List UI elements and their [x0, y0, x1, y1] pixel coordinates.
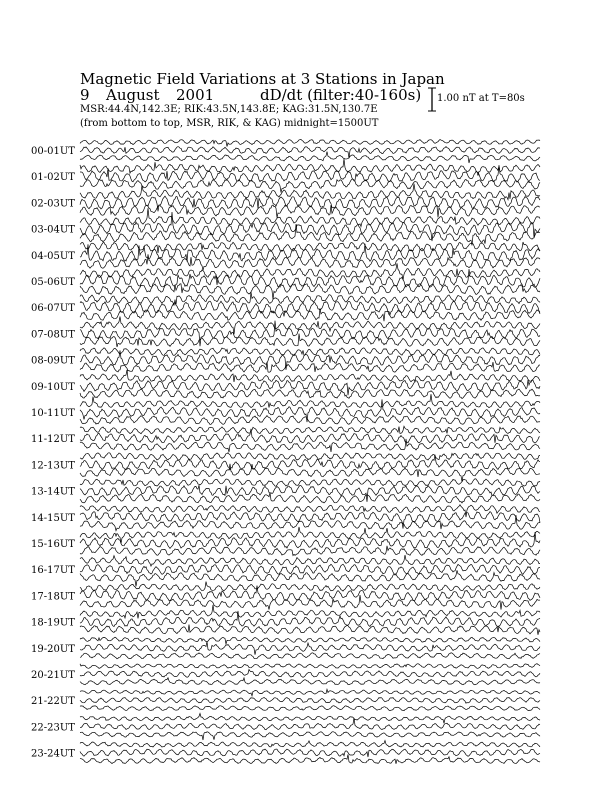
trace-KAG-23-24UT	[80, 741, 540, 748]
trace-MSR-09-10UT	[80, 389, 540, 399]
hour-label-22-23UT: 22-23UT	[31, 722, 75, 734]
scale-bar-label: 1.00 nT at T=80s	[437, 93, 525, 104]
hour-label-05-06UT: 05-06UT	[31, 277, 75, 288]
trace-MSR-04-05UT	[80, 254, 540, 270]
hour-label-06-07UT: 06-07UT	[31, 303, 75, 315]
hour-label-19-20UT: 19-20UT	[31, 643, 75, 655]
trace-RIK-09-10UT	[80, 380, 540, 395]
trace-KAG-15-16UT	[80, 527, 540, 544]
trace-KAG-08-09UT	[80, 348, 540, 356]
hour-label-18-19UT: 18-19UT	[31, 617, 75, 629]
hour-label-13-14UT: 13-14UT	[31, 486, 75, 498]
trace-order-note: (from bottom to top, MSR, RIK, & KAG) midnight=1500UT	[80, 118, 379, 129]
hour-label-11-12UT: 11-12UT	[31, 434, 75, 446]
date-month: August	[106, 86, 160, 104]
hour-label-14-15UT: 14-15UT	[31, 512, 75, 524]
trace-KAG-22-23UT	[80, 713, 540, 723]
trace-MSR-10-11UT	[80, 416, 540, 425]
trace-KAG-17-18UT	[80, 582, 540, 592]
hour-label-02-03UT: 02-03UT	[31, 198, 75, 210]
trace-KAG-07-08UT	[80, 317, 540, 335]
station-coordinates: MSR:44.4N,142.3E; RIK:43.5N,143.8E; KAG:31.5N,130.7E	[80, 104, 378, 115]
trace-MSR-03-04UT	[80, 224, 540, 245]
hour-label-07-08UT: 07-08UT	[31, 329, 75, 341]
trace-KAG-01-02UT	[80, 159, 540, 176]
date-day: 9	[80, 86, 90, 104]
hour-label-16-17UT: 16-17UT	[31, 565, 75, 577]
trace-RIK-02-03UT	[80, 196, 540, 211]
trace-RIK-00-01UT	[80, 147, 540, 159]
hour-label-09-10UT: 09-10UT	[31, 381, 75, 393]
trace-KAG-19-20UT	[80, 637, 540, 644]
hour-label-10-11UT: 10-11UT	[31, 408, 75, 419]
trace-MSR-19-20UT	[80, 653, 540, 659]
trace-RIK-07-08UT	[80, 321, 540, 347]
trace-RIK-14-15UT	[80, 512, 540, 529]
trace-KAG-13-14UT	[80, 479, 540, 487]
trace-MSR-07-08UT	[80, 334, 540, 347]
trace-MSR-01-02UT	[80, 179, 540, 192]
trace-KAG-11-12UT	[80, 426, 540, 433]
hour-label-15-16UT: 15-16UT	[31, 539, 75, 550]
trace-MSR-22-23UT	[80, 732, 540, 740]
trace-RIK-17-18UT	[80, 586, 540, 601]
trace-MSR-21-22UT	[80, 706, 540, 711]
trace-RIK-18-19UT	[80, 611, 540, 632]
trace-MSR-14-15UT	[80, 515, 540, 531]
hour-label-08-09UT: 08-09UT	[31, 355, 75, 367]
hour-label-00-01UT: 00-01UT	[31, 146, 75, 157]
trace-RIK-20-21UT	[80, 670, 540, 678]
trace-RIK-21-22UT	[80, 697, 540, 703]
hour-label-20-21UT: 20-21UT	[31, 670, 75, 681]
hour-label-17-18UT: 17-18UT	[31, 591, 75, 603]
trace-MSR-00-01UT	[80, 152, 540, 163]
trace-RIK-16-17UT	[80, 564, 540, 574]
hour-label-04-05UT: 04-05UT	[31, 250, 75, 262]
component-filter: dD/dt (filter:40-160s)	[260, 86, 422, 104]
chart-title: Magnetic Field Variations at 3 Stations in Japan	[80, 70, 445, 88]
hour-label-12-13UT: 12-13UT	[31, 460, 75, 472]
trace-KAG-20-21UT	[80, 664, 540, 669]
trace-RIK-15-16UT	[80, 532, 540, 548]
trace-MSR-13-14UT	[80, 493, 540, 503]
scale-bar	[428, 88, 436, 111]
trace-KAG-00-01UT	[80, 140, 540, 147]
trace-RIK-23-24UT	[80, 749, 540, 757]
trace-KAG-06-07UT	[80, 292, 540, 306]
trace-KAG-21-22UT	[80, 689, 540, 696]
trace-MSR-11-12UT	[80, 439, 540, 452]
hour-label-23-24UT: 23-24UT	[31, 748, 75, 760]
date-year: 2001	[176, 86, 215, 104]
hour-label-03-04UT: 03-04UT	[31, 224, 75, 236]
trace-KAG-02-03UT	[80, 184, 540, 200]
hour-label-21-22UT: 21-22UT	[31, 696, 75, 708]
trace-KAG-09-10UT	[80, 370, 540, 382]
hour-label-01-02UT: 01-02UT	[31, 172, 75, 184]
trace-MSR-23-24UT	[80, 755, 540, 764]
trace-KAG-10-11UT	[80, 394, 540, 408]
trace-KAG-04-05UT	[80, 242, 540, 253]
trace-KAG-14-15UT	[80, 505, 540, 517]
trace-KAG-12-13UT	[80, 453, 540, 460]
trace-MSR-12-13UT	[80, 464, 540, 482]
trace-MSR-18-19UT	[80, 625, 540, 635]
trace-KAG-18-19UT	[80, 605, 540, 619]
trace-RIK-19-20UT	[80, 641, 540, 654]
trace-MSR-20-21UT	[80, 678, 540, 685]
